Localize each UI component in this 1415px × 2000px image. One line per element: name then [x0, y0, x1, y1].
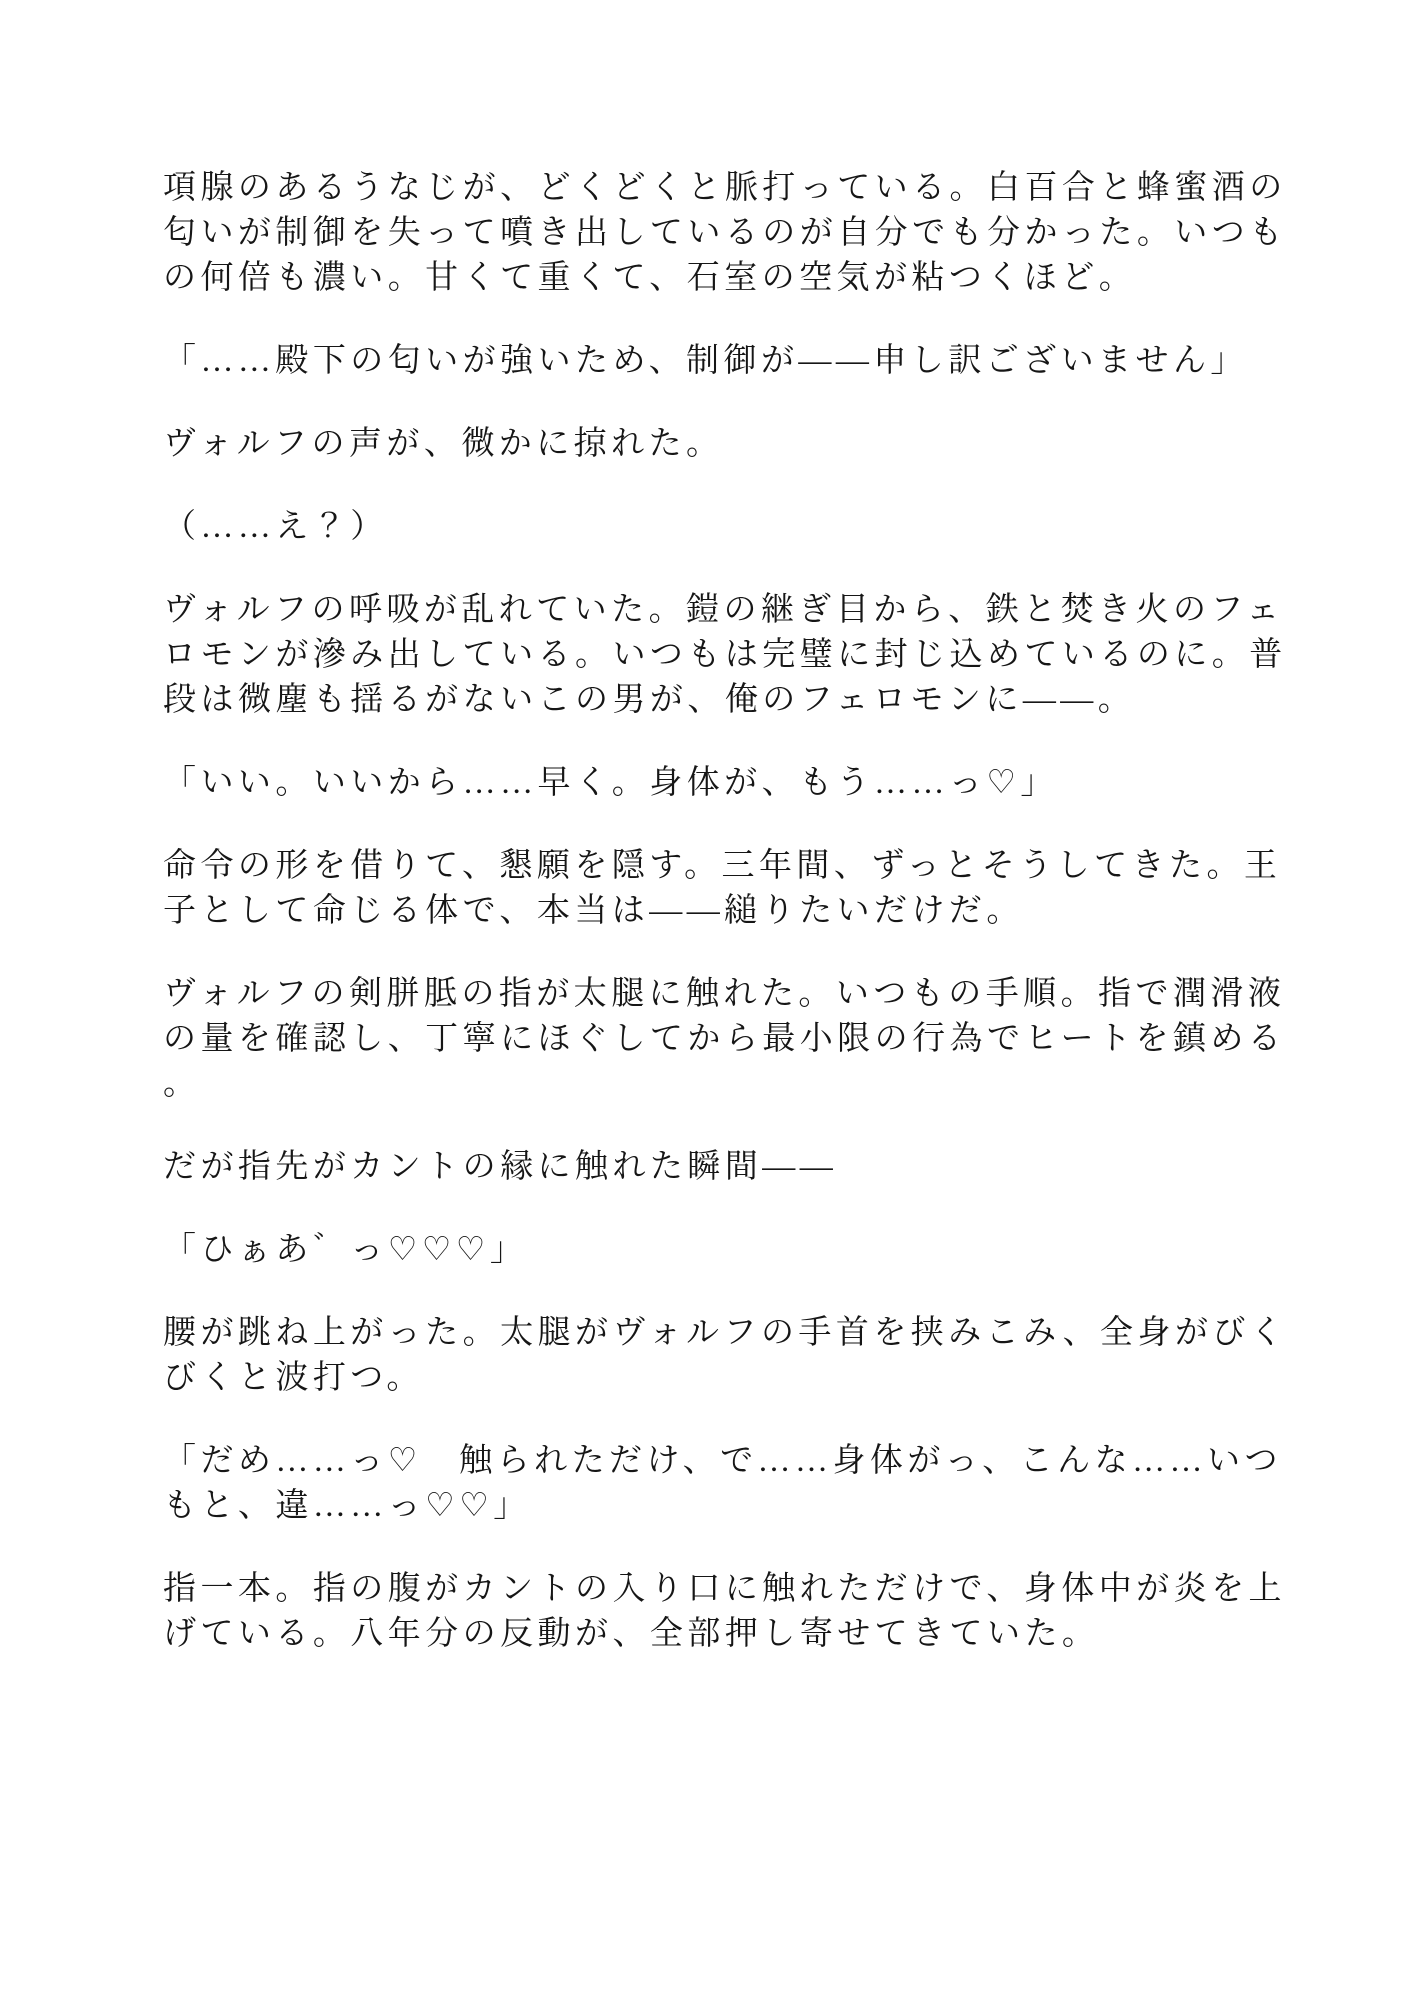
document-body	[163, 166, 1297, 1657]
paragraph	[163, 1228, 1297, 1273]
text-line: げている。八年分の反動が、全部押し寄せてきていた。	[163, 1616, 1100, 1652]
text-line: ヴォルフの剣胼胝の指が太腿に触れた。いつもの手順。指で潤滑液	[163, 976, 1286, 1012]
text-line: びくと波打つ。	[163, 1360, 424, 1396]
text-line: 指一本。指の腹がカントの入り口に触れただけで、身体中が炎を上	[163, 1571, 1286, 1607]
text-line: 命令の形を借りて、懇願を隠す。三年間、ずっとそうしてきた。王	[163, 848, 1282, 884]
paragraph	[163, 844, 1297, 934]
text-line: ヴォルフの声が、微かに掠れた。	[163, 426, 724, 462]
text-line: （……え？）	[163, 509, 388, 545]
text-line: ロモンが滲み出している。いつもは完璧に封じ込めているのに。普	[163, 637, 1287, 673]
text-line: の量を確認し、丁寧にほぐしてから最小限の行為でヒートを鎮める	[163, 1021, 1286, 1057]
text-line: 項腺のあるうなじが、どくどくと脈打っている。白百合と蜂蜜酒の	[163, 170, 1287, 206]
paragraph	[163, 422, 1297, 467]
text-line: ヴォルフの呼吸が乱れていた。鎧の継ぎ目から、鉄と焚き火のフェ	[163, 592, 1284, 628]
paragraph	[163, 972, 1297, 1107]
text-line: の何倍も濃い。甘くて重くて、石室の空気が粘つくほど。	[163, 260, 1137, 296]
paragraph	[163, 588, 1297, 723]
text-line: だが指先がカントの縁に触れた瞬間——	[163, 1149, 838, 1185]
text-line: 。	[163, 1066, 201, 1102]
paragraph	[163, 339, 1297, 384]
text-line: 「……殿下の匂いが強いため、制御が——申し訳ございません」	[163, 343, 1248, 379]
text-line: 匂いが制御を失って噴き出しているのが自分でも分かった。いつも	[163, 215, 1287, 251]
text-line: 「ひぁあ゛っ♡♡♡」	[163, 1232, 528, 1268]
paragraph	[163, 1145, 1297, 1190]
paragraph	[163, 166, 1297, 301]
text-line: もと、違……っ♡♡」	[163, 1488, 531, 1524]
paragraph	[163, 1311, 1297, 1401]
text-line: 「だめ……っ♡ 触られただけ、で……身体がっ、こんな……いつ	[163, 1443, 1282, 1479]
paragraph	[163, 761, 1297, 806]
paragraph	[163, 505, 1297, 550]
text-line: 「いい。いいから……早く。身体が、もう……っ♡」	[163, 765, 1058, 801]
text-line: 段は微塵も揺るがないこの男が、俺のフェロモンに——。	[163, 682, 1136, 718]
text-line: 子として命じる体で、本当は——縋りたいだけだ。	[163, 893, 1024, 929]
paragraph	[163, 1439, 1297, 1529]
text-line: 腰が跳ね上がった。太腿がヴォルフの手首を挟みこみ、全身がびく	[163, 1315, 1288, 1351]
paragraph	[163, 1567, 1297, 1657]
